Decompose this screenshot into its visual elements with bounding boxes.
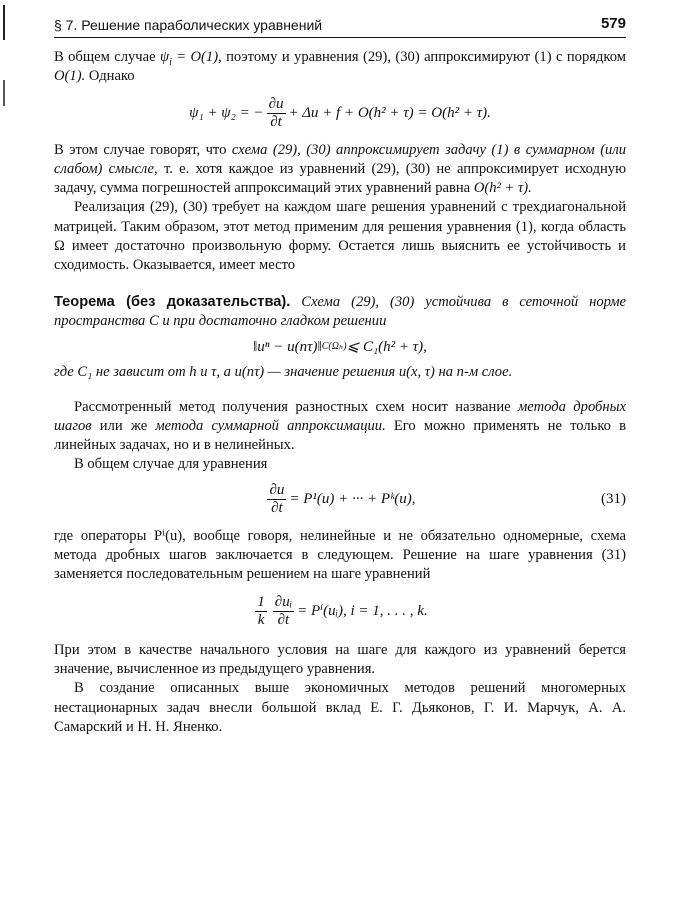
equation-number: (31) — [601, 491, 626, 508]
paragraph-5: В общем случае для уравнения — [74, 456, 268, 473]
paragraph-6: где операторы Pⁱ(u), вообще говоря, нелинейные и не обязательно одномерные, схема метода дробных шагов заключается в следующем. Решение на шаге уравнения (31) заменяется последовательным решением на шаге уравнений — [54, 527, 626, 583]
paragraph-2: В этом случае говорят, что схема (29), (30) аппроксимирует задачу (1) в суммарном (или слабом) смысле, т. е. хотя каждое из уравнений (29), (30) не аппроксимирует исходную задачу, сумма погрешностей аппроксимаций этих уравнений равна O(h² + τ). — [54, 141, 627, 197]
section-title: § 7. Решение параболических уравнений — [54, 17, 323, 33]
paragraph-4: Рассмотренный метод получения разностных схем носит название метода дробных шагов или же метода суммарной аппроксимации. Его можно применять не только в линейных задачах, но и в нелинейных. — [54, 398, 626, 454]
fraction: $\frac{\partial u}{\partial t}$ — [269, 482, 285, 517]
equation-fractional-step: $\frac{1}{k}$ $\frac{\text{∂uᵢ}}{\partial t}$ = Pⁱ(uᵢ), i = 1, . . . , k. — [257, 594, 428, 629]
equation-31: $\frac{\partial u}{\partial t}$ = P¹(u) + ··· + Pᵏ(u), (31) — [269, 482, 626, 517]
fraction: $\frac{\text{∂uᵢ}}{\partial t}$ — [274, 594, 293, 629]
paragraph-1: В общем случае $\psi_i = O(1)$, поэтому и уравнения (29), (30) аппроксимируют (1) с порядком O(1). Однако — [54, 49, 627, 85]
body-text — [54, 48, 626, 737]
running-header — [54, 15, 626, 37]
paragraph-7: При этом в качестве начального условия на шаге для каждого из уравнений берется значение, вычисленное из предыдущего уравнения. — [54, 641, 626, 677]
paragraph-8: В создание описанных выше экономичных методов решений многомерных нестационарных задач внесли большой вклад Е. Г. Дьяконов, Г. И. Марчук, А. А. Самарский и Н. Н. Яненко. — [54, 680, 626, 735]
scan-edge-mark — [3, 5, 5, 40]
theorem-title: Теорема (без доказательства). — [54, 293, 291, 310]
fraction: $\frac{1}{k}$ — [257, 594, 265, 629]
fraction: $\frac{\partial u}{\partial t}$ — [268, 96, 284, 131]
paragraph-3: Реализация (29), (30) требует на каждом шаге решения уравнений с трехдиагональной матрицей. Таким образом, этот метод применим для решения уравнения (1), когда область Ω имеет достаточно произвольную форму. Остается лишь выяснить ее устойчивость и сходимость. Оказывается, имеет место — [54, 199, 626, 274]
page-number: 579 — [600, 15, 626, 32]
header-rule — [54, 37, 626, 38]
equation-norm-estimate: ‖uⁿ − u(nτ)‖ C(Ωₕ) ⩽ C₁(h² + τ), — [253, 338, 427, 355]
psi-symbol: ψ — [159, 49, 170, 65]
theorem-statement: Схема (29), (30) устойчива в сеточной норме пространства C и при достаточно гладком решении — [54, 293, 627, 329]
equation-psi-sum: ψ₁ + ψ₂ = − $\frac{\partial u}{\partial t}$ + Δu + f + O(h² + τ) = O(h² + τ). — [189, 96, 491, 131]
theorem — [54, 293, 626, 332]
theorem-conclusion: где C₁ не зависит от h и τ, а u(nτ) — значение решения u(x, τ) на n-м слое. — [54, 364, 513, 381]
scan-edge-mark-lower — [3, 80, 5, 106]
